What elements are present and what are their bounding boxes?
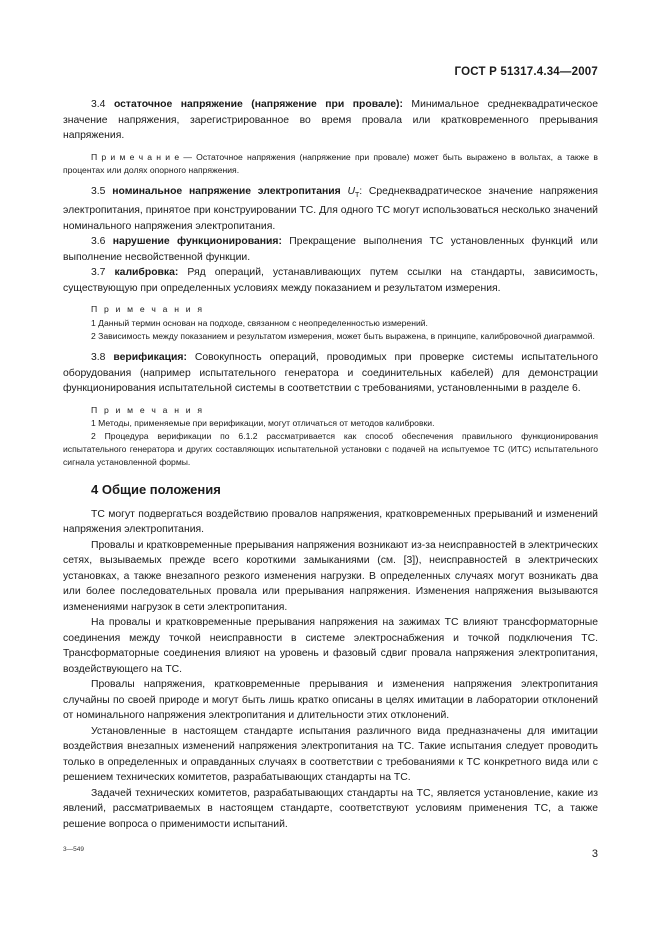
definition-3-5: 3.5 номинальное напряжение электропитания $U_T$: Среднеквадратическое значение напряжения электропитания, принятое при конструировании ТС. Для одного ТС могут использоваться несколько значений номинального напряжения электропитания. [63, 185, 598, 232]
notes-3-8 [63, 404, 598, 470]
body-paragraph: Провалы напряжения, кратковременные прерывания и изменения напряжения электропитания случайны по своей природе и могут быть лишь кратко описаны в целях имитации в лаборатории отклонений от номинального напряжения электропитания и длительности этих отклонений. [63, 679, 598, 722]
notes-3-7 [63, 303, 598, 343]
print-code: 3—549 [63, 846, 84, 853]
body-paragraph: Задачей технических комитетов, разрабатывающих стандарты на ТС, является установление, какие из явлений, рассматриваемых в настоящем стандарте, соответствуют условиям применения ТС, а также решение вопроса о применимости испытаний. [63, 787, 598, 830]
standard-code-header: ГОСТ Р 51317.4.34—2007 [454, 66, 598, 78]
note-item: 1 Методы, применяемые при верификации, могут отличаться от методов калибровки. [91, 417, 435, 428]
symbol-subscript: T [354, 191, 360, 199]
body-paragraph: Установленные в настоящем стандарте испытания различного вида предназначены для имитации воздействия внезапных изменений напряжения электропитания на ТС. Такие испытания следует проводить только в определенных и оправданных случаях в соответствии с требованиями к ТС конкретного вида или с решением технических комитетов, разрабатывающих стандарты на ТС. [63, 725, 598, 784]
note-item: 2 Зависимость между показанием и результатом измерения, может быть выражена, в принципе, калибровочной диаграммой. [91, 330, 595, 341]
definition-3-6: 3.6 нарушение функционирования: Прекращение выполнения ТС установленных функций или выполнение несвойственной функции. [63, 236, 598, 263]
note-item: 1 Данный термин основан на подходе, связанном с неопределенностью измерений. [91, 317, 428, 328]
section-heading: 4 Общие положения [91, 481, 221, 497]
page-number: 3 [591, 848, 598, 860]
note-item: 2 Процедура верификации по 6.1.2 рассматривается как способ обеспечения правильного функционирования испытательного генератора и других составляющих испытательной установки с подачей на испытуемое ТС (ИТС) испытательного сигнала установленной формы. [63, 431, 598, 468]
definition-3-7: 3.7 калибровка: Ряд операций, устанавливающих путем ссылки на стандарты, зависимость, существующую при определенных условиях между показанием и результатом измерения. [63, 267, 598, 294]
term-nominal-voltage: номинальное напряжение электропитания [112, 185, 348, 197]
body-paragraph: На провалы и кратковременные прерывания напряжения на зажимах ТС влияют трансформаторные соединения между точкой неисправности в системе электроснабжения и точкой подключения ТС. Трансформаторные соединения влияют на уровень и фазовый сдвиг провала напряжения электропитания, воздействующего на ТС. [63, 617, 598, 675]
term-malfunction: нарушение функционирования: [112, 236, 282, 248]
notes-title: П р и м е ч а н и я [91, 304, 205, 315]
term-residual-voltage: остаточное напряжение (напряжение при провале): [113, 99, 403, 110]
notes-title: П р и м е ч а н и я [91, 404, 205, 415]
term-verification: верификация: [113, 352, 187, 364]
definition-3-8: 3.8 верификация: Совокупность операций, проводимых при проверке системы испытательного оборудования (например испытательного генератора и соединительных кабелей) для демонстрации функционирования испытательной системы в соответствии с требованиями, установленными в разделе 6. [63, 352, 598, 395]
definition-3-4: 3.4 остаточное напряжение (напряжение при провале): Минимальное среднеквадратическое значение напряжения, зарегистрированное во время провала или кратковременного прерывания напряжения. [63, 99, 598, 141]
term-calibration: калибровка: [114, 267, 179, 279]
page-content [63, 97, 598, 832]
symbol-u: U [347, 185, 355, 197]
note-3-4: П р и м е ч а н и е — Остаточное напряжения (напряжение при провале) может быть выражено в вольтах, а также в процентах или долях опорного напряжения. [63, 151, 598, 175]
body-paragraph: ТС могут подвергаться воздействию провалов напряжения, кратковременных прерываний и изменений напряжения электропитания. [63, 508, 598, 536]
body-paragraph: Провалы и кратковременные прерывания напряжения возникают из-за неисправностей в электрических сетях, вызываемых прежде всего короткими замыканиями (см. [3]), неисправностей в электрических установках, а также внезапного резкого изменения нагрузки. В определенных случаях могут возникать два или более последовательных провала или прерывания напряжения. Изменения напряжения вызываются изменениями нагрузок в сети электропитания. [63, 539, 598, 613]
